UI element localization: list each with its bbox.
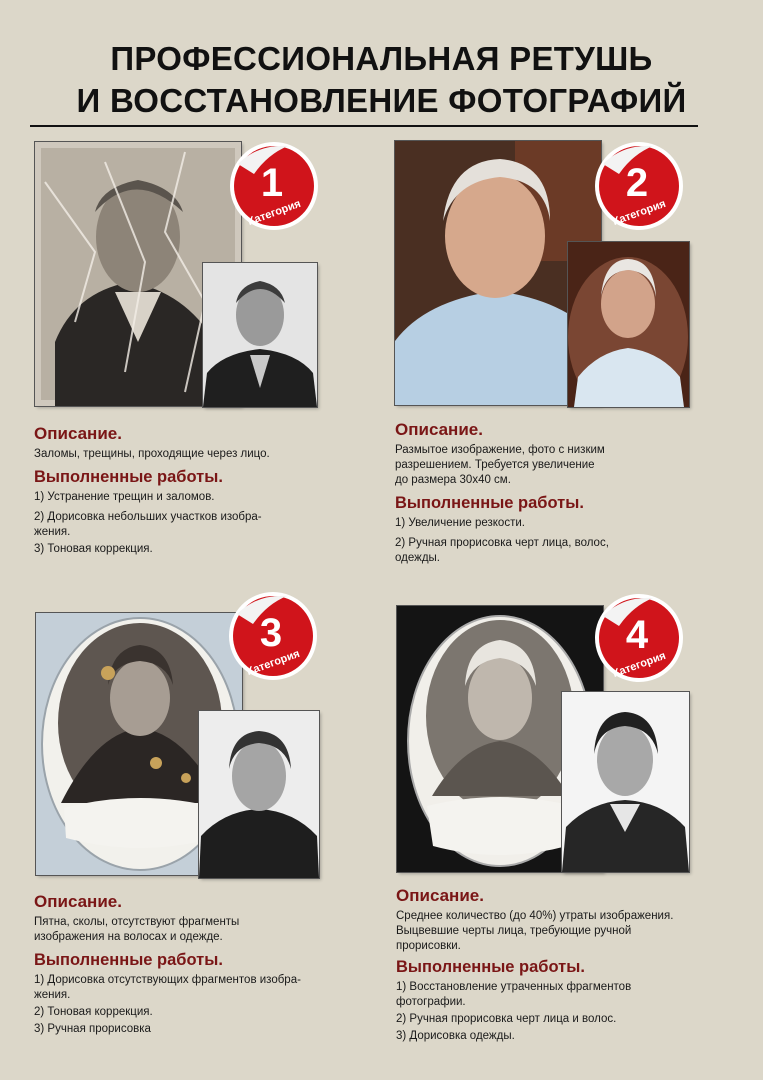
works-heading-3: Выполненные работы. [34, 951, 223, 969]
description-heading-4: Описание. [396, 886, 484, 905]
badge-label-4: Категория [611, 649, 668, 681]
badge-number-4: 4 [625, 613, 649, 657]
work-1-item-1: 1) Устранение трещин и заломов. [34, 491, 215, 503]
title-line-2: И ВОССТАНОВЛЕНИЕ ФОТОГРАФИЙ [76, 82, 687, 119]
after-photo-4 [562, 692, 689, 872]
work-4-item-2: 2) Ручная прорисовка черт лица и волос. [396, 1013, 617, 1025]
description-4-line-1: Среднее количество (до 40%) утраты изображения. [396, 910, 674, 922]
description-2-line-2: разрешением. Требуется увеличение [395, 459, 595, 471]
works-heading-2: Выполненные работы. [395, 494, 584, 512]
description-heading-2: Описание. [395, 420, 483, 439]
work-4-item-1: 1) Восстановление утраченных фрагментов [396, 981, 632, 993]
category-1-text [34, 424, 364, 557]
category-badge-1 [228, 140, 320, 232]
work-1-item-2b: жения. [34, 526, 71, 538]
work-1-item-2: 2) Дорисовка небольших участков изобра- [34, 511, 262, 523]
description-3-line-2: изображения на волосах и одежде. [34, 931, 223, 943]
badge-number-2: 2 [625, 161, 649, 205]
title-line-1: ПРОФЕССИОНАЛЬНАЯ РЕТУШЬ [110, 40, 653, 77]
work-4-item-3: 3) Дорисовка одежды. [396, 1030, 515, 1042]
category-3-text [34, 892, 364, 1037]
work-3-item-1b: жения. [34, 989, 71, 1001]
description-2-line-1: Размытое изображение, фото с низким [395, 444, 605, 456]
category-badge-4 [593, 592, 685, 684]
work-4-item-1b: фотографии. [396, 996, 466, 1008]
description-1-line-1: Заломы, трещины, проходящие через лицо. [34, 448, 270, 460]
work-2-item-1: 1) Увеличение резкости. [395, 517, 525, 529]
badge-number-3: 3 [259, 611, 283, 655]
badge-number-1: 1 [260, 161, 284, 205]
badge-label-1: Категория [246, 197, 303, 229]
after-photo-1 [203, 263, 317, 407]
works-heading-4: Выполненные работы. [396, 958, 585, 976]
category-badge-2 [593, 140, 685, 232]
work-3-item-1: 1) Дорисовка отсутствующих фрагментов изобра- [34, 974, 301, 986]
work-2-item-2b: одежды. [395, 552, 440, 564]
description-heading-1: Описание. [34, 424, 122, 443]
work-3-item-3: 3) Ручная прорисовка [34, 1023, 151, 1035]
after-photo-2 [568, 242, 689, 407]
page-title [0, 38, 763, 122]
category-4-text [396, 886, 736, 1044]
description-4-line-3: прорисовки. [396, 940, 461, 952]
works-heading-1: Выполненные работы. [34, 468, 223, 486]
badge-label-2: Категория [611, 197, 668, 229]
description-heading-3: Описание. [34, 892, 122, 911]
title-divider [30, 125, 698, 127]
badge-label-3: Категория [245, 647, 302, 679]
after-photo-3 [199, 711, 319, 878]
work-3-item-2: 2) Тоновая коррекция. [34, 1006, 153, 1018]
description-2-line-3: до размера 30x40 см. [395, 474, 511, 486]
category-badge-3 [227, 590, 319, 682]
work-2-item-2: 2) Ручная прорисовка черт лица, волос, [395, 537, 609, 549]
work-1-item-3: 3) Тоновая коррекция. [34, 543, 153, 555]
description-4-line-2: Выцвевшие черты лица, требующие ручной [396, 925, 632, 937]
description-3-line-1: Пятна, сколы, отсутствуют фрагменты [34, 916, 240, 928]
category-2-text [395, 420, 725, 566]
